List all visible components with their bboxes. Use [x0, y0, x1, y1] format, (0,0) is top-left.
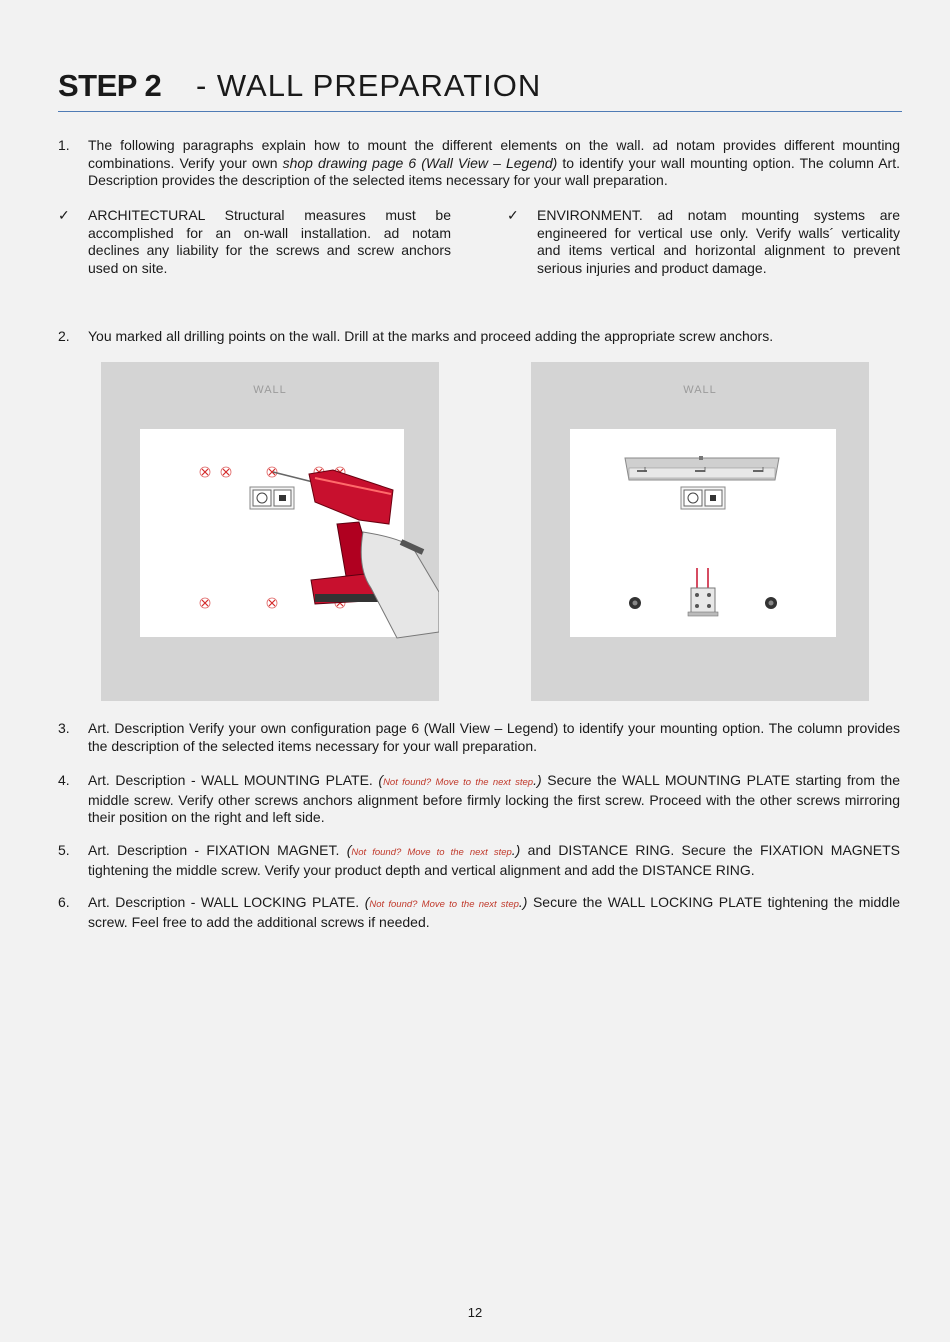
instruction-item-6 [58, 894, 900, 931]
item-text [88, 894, 900, 931]
item-lead: Art. Description - FIXATION MAGNET. [88, 842, 347, 858]
instruction-item-4 [58, 772, 900, 827]
page-number: 12 [467, 1305, 483, 1320]
instruction-item-1 [58, 137, 900, 190]
item-text: You marked all drilling points on the wall. Drill at the marks and proceed adding the appropriate screw anchors. [88, 328, 774, 344]
item-tail: and DISTANCE RING. Secure the FIXATION MAGNETS tightening the middle screw. Verify your product depth and vertical alignment and add the DISTANCE RING. [88, 842, 901, 878]
wall-label: WALL [253, 384, 287, 396]
note-paren: ( [346, 842, 352, 858]
title-divider [58, 111, 902, 112]
not-found-note: Not found? Move to the next step [369, 899, 519, 910]
item-text-part: The following paragraphs explain how to mount the different elements on the wall. ad notam provides different mounting combinations. Verify your own [88, 137, 900, 171]
note-paren: ( [378, 772, 384, 788]
note-paren: .) [518, 894, 528, 910]
checklist-environment [507, 207, 900, 277]
item-number: 6. [58, 894, 70, 910]
step-subtitle: - WALL PREPARATION [196, 68, 542, 103]
item-text-part: to identify your wall mounting option. The column Art. Description provides the description of the selected items necessary for your wall preparation. [88, 154, 901, 188]
step-label: STEP 2 [58, 68, 162, 103]
drill-icon [101, 362, 439, 701]
item-lead: Art. Description - WALL LOCKING PLATE. [88, 894, 365, 910]
item-lead: Art. Description - WALL MOUNTING PLATE. [88, 772, 379, 788]
not-found-note: Not found? Move to the next step [383, 777, 534, 788]
shop-drawing-reference: shop drawing page 6 (Wall View – Legend) [282, 154, 558, 171]
instruction-item-2 [58, 328, 900, 346]
instruction-item-5 [58, 842, 900, 879]
item-text: Art. Description Verify your own configuration page 6 (Wall View – Legend) to identify your mounting option. The column provides the description of the selected items necessary for your wall preparation. [88, 720, 900, 754]
note-paren: .) [533, 772, 542, 788]
item-number: 5. [58, 842, 70, 858]
figure-mounting-plate [531, 362, 869, 701]
checklist-text: ARCHITECTURAL Structural measures must be accomplished for an on-wall installation. ad notam declines any liability for the screws and screw anchors used on site. [88, 207, 451, 276]
item-text [88, 842, 900, 879]
not-found-note: Not found? Move to the next step [351, 847, 512, 858]
item-number: 4. [58, 772, 70, 788]
checklist-text: ENVIRONMENT. ad notam mounting systems are engineered for vertical use only. Verify walls´ verticality and items vertical and horizontal alignment to prevent serious injuries and product damage. [537, 207, 900, 276]
figure-drilling [101, 362, 439, 701]
note-paren: .) [511, 842, 521, 858]
wall-label: WALL [683, 384, 717, 396]
item-number: 2. [58, 328, 70, 344]
item-tail: Secure the WALL MOUNTING PLATE starting from the middle screw. Verify other screws anchors alignment before firmly locking the first screw. Proceed with the other screws mirroring their position on the right and left side. [88, 772, 901, 825]
note-paren: ( [364, 894, 370, 910]
checkmark-icon: ✓ [507, 207, 519, 223]
item-tail: Secure the WALL LOCKING PLATE tightening the middle screw. Feel free to add the additional screws if needed. [88, 894, 900, 930]
page-title [58, 66, 902, 106]
mounting-plate-icon [531, 362, 869, 701]
item-number: 1. [58, 137, 70, 153]
instruction-item-3 [58, 720, 900, 755]
checkmark-icon: ✓ [58, 207, 70, 223]
item-number: 3. [58, 720, 70, 736]
checklist-architectural [58, 207, 451, 277]
item-text [88, 137, 900, 190]
item-text [88, 772, 900, 827]
